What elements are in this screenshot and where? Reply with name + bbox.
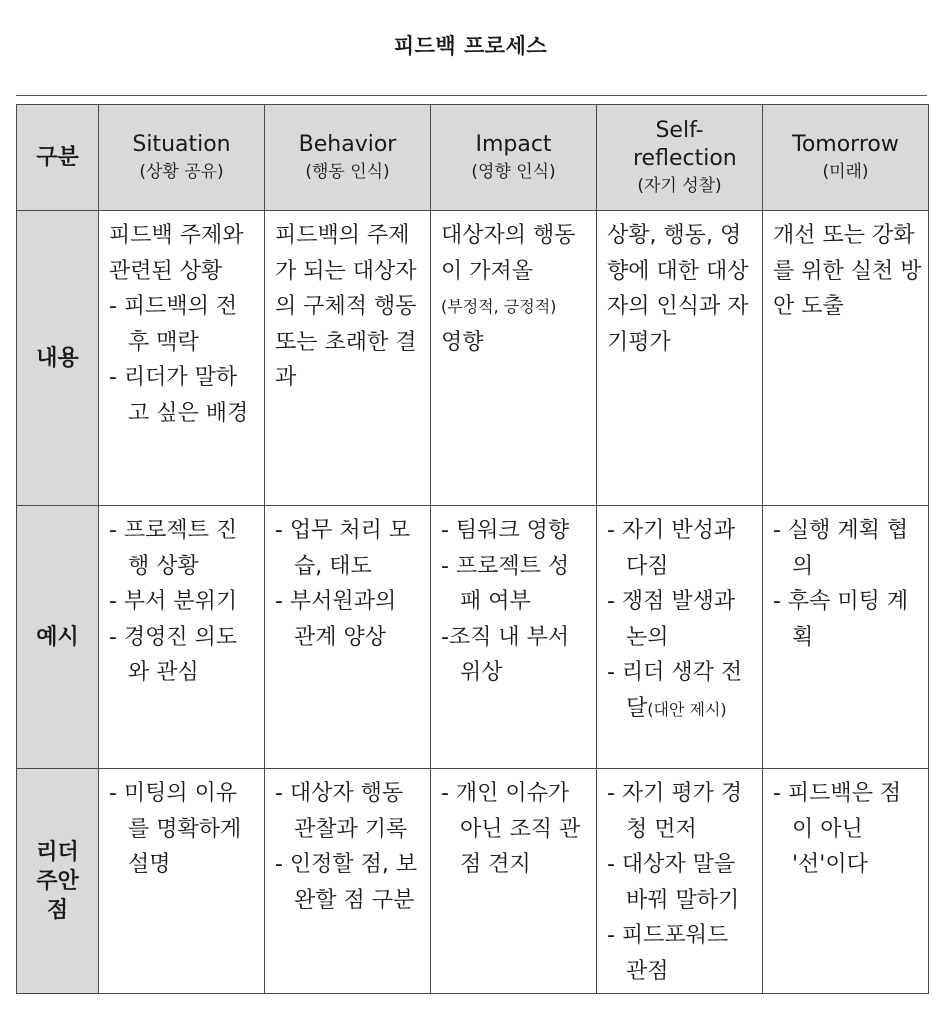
header-en: Behavior xyxy=(298,131,397,157)
list-item: - 자기 반성과 다짐 xyxy=(607,518,736,579)
list-item: -조직 내 부서 위상 xyxy=(441,624,570,685)
list-item: - 피드백의 전후 맥락 xyxy=(109,294,238,355)
list-item: - 실행 계획 협의 xyxy=(773,518,909,579)
cell-behavior xyxy=(265,506,431,769)
cell-tomorrow xyxy=(763,506,929,769)
row-label: 내용 xyxy=(17,211,99,506)
row-leader-focus xyxy=(17,769,929,994)
list-item: - 프로젝트 성패 여부 xyxy=(441,553,570,614)
header-behavior xyxy=(265,105,431,211)
list-item: - 인정할 점, 보완할 점 구분 xyxy=(275,852,418,913)
cell-text: 피드백 주제와 관련된 상황 xyxy=(109,223,244,284)
list-item: - 경영진 의도와 관심 xyxy=(109,624,238,685)
header-en: Situation xyxy=(132,131,231,157)
list-item: - 피드포워드 관점 xyxy=(607,923,729,984)
header-row xyxy=(17,105,929,211)
cell-impact xyxy=(431,506,597,769)
cell-text: 대상자의 행동이 가져올 xyxy=(441,223,576,284)
list-item: - 리더가 말하고 싶은 배경 xyxy=(109,365,249,426)
list-item: - 팀워크 영향 xyxy=(441,518,570,543)
row-label: 예시 xyxy=(17,506,99,769)
cell-text: 영향 xyxy=(441,329,484,355)
header-situation xyxy=(99,105,265,211)
list-item: - 피드백은 점이 아닌 '선'이다 xyxy=(773,781,902,877)
list-item: - 개인 이슈가 아닌 조직 관점 견지 xyxy=(441,781,581,877)
header-en: Self-reflection xyxy=(633,117,737,171)
list-item: - 자기 평가 경청 먼저 xyxy=(607,781,743,842)
cell-self-reflection xyxy=(597,506,763,769)
cell-behavior xyxy=(265,769,431,994)
cell-text: 피드백의 주제가 되는 대상자의 구체적 행동 또는 초래한 결과 xyxy=(275,223,417,390)
header-ko: (자기 성찰) xyxy=(637,175,722,196)
cell-tomorrow xyxy=(763,769,929,994)
header-ko: (미래) xyxy=(822,161,869,182)
cell-situation xyxy=(99,506,265,769)
list-item: - 업무 처리 모습, 태도 xyxy=(275,518,411,579)
row-example xyxy=(17,506,929,769)
cell-note: (대안 제시) xyxy=(647,699,727,719)
header-ko: (영향 인식) xyxy=(471,161,556,182)
cell-situation xyxy=(99,211,265,506)
cell-self-reflection xyxy=(597,211,763,506)
list-item: - 미팅의 이유를 명확하게 설명 xyxy=(109,781,242,877)
header-category: 구분 xyxy=(17,105,99,211)
header-en: Impact xyxy=(475,131,552,157)
header-tomorrow xyxy=(763,105,929,211)
page-title: 피드백 프로세스 xyxy=(393,34,548,58)
list-item: - 부서원과의 관계 양상 xyxy=(275,589,397,650)
cell-text: 개선 또는 강화를 위한 실천 방안 도출 xyxy=(773,223,922,319)
cell-impact xyxy=(431,211,597,506)
list-item: - 부서 분위기 xyxy=(109,589,238,614)
list-item: - 쟁점 발생과 논의 xyxy=(607,589,736,650)
cell-text: 상황, 행동, 영향에 대한 대상자의 인식과 자기평가 xyxy=(607,223,749,355)
header-ko: (상황 공유) xyxy=(139,161,224,182)
cell-situation xyxy=(99,769,265,994)
cell-note: (부정적, 긍정적) xyxy=(441,297,557,316)
feedback-process-table xyxy=(16,104,929,994)
header-en: Tomorrow xyxy=(792,131,899,157)
row-content xyxy=(17,211,929,506)
header-self-reflection xyxy=(597,105,763,211)
cell-impact xyxy=(431,769,597,994)
list-item-text: - 리더 생각 전달 xyxy=(607,660,743,721)
cell-behavior xyxy=(265,211,431,506)
title-divider xyxy=(16,95,927,96)
header-ko: (행동 인식) xyxy=(305,161,390,182)
list-item: - 후속 미팅 계획 xyxy=(773,589,909,650)
list-item xyxy=(607,655,756,727)
list-item: - 프로젝트 진행 상황 xyxy=(109,518,238,579)
row-label: 리더 주안점 xyxy=(17,769,99,994)
header-impact xyxy=(431,105,597,211)
cell-tomorrow xyxy=(763,211,929,506)
list-item: - 대상자 행동 관찰과 기록 xyxy=(275,781,408,842)
list-item: - 대상자 말을 바꿔 말하기 xyxy=(607,852,740,913)
cell-self-reflection xyxy=(597,769,763,994)
